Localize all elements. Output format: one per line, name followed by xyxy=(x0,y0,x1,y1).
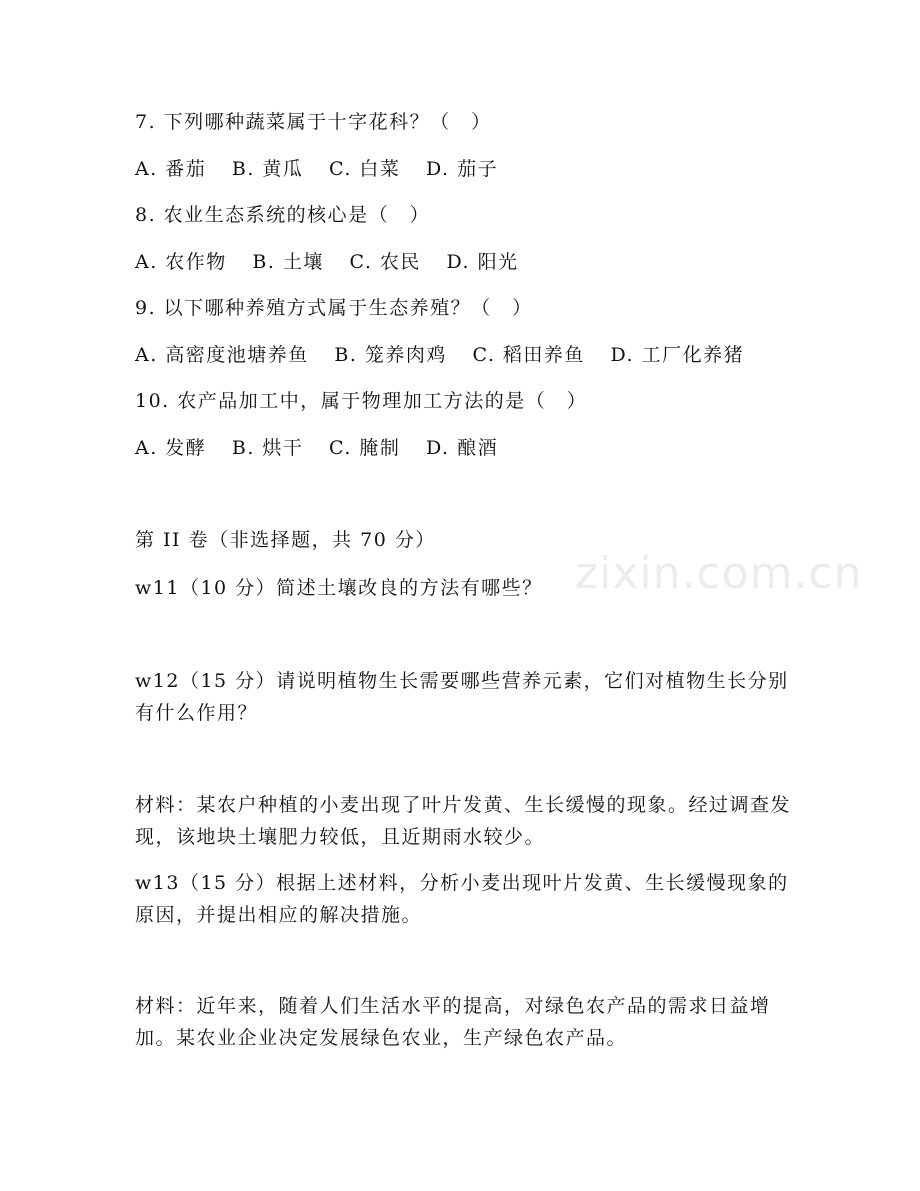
question-11: w11（10 分）简述土壤改良的方法有哪些？ xyxy=(135,577,543,599)
option-d: D. 茄子 xyxy=(425,158,499,180)
question-8-options xyxy=(135,250,537,274)
question-7-stem: 7. 下列哪种蔬菜属于十字花科？（ ） xyxy=(135,111,492,133)
option-d: D. 阳光 xyxy=(446,251,519,273)
option-d: D. 酿酒 xyxy=(425,437,499,459)
option-a: A. 番茄 xyxy=(135,158,207,180)
option-b: B. 烘干 xyxy=(231,437,304,459)
question-9-stem: 9. 以下哪种养殖方式属于生态养殖？（ ） xyxy=(135,297,533,319)
material-2: 材料：近年来，随着人们生活水平的提高，对绿色农产品的需求日益增加。某农业企业决定发展绿色农业，生产绿色农产品。 xyxy=(135,995,771,1049)
question-7-options xyxy=(135,157,516,181)
option-b: B. 土壤 xyxy=(252,251,324,273)
question-13: w13（15 分）根据上述材料，分析小麦出现叶片发黄、生长缓慢现象的原因，并提出相应的解决措施。 xyxy=(135,872,789,926)
option-a: A. 发酵 xyxy=(135,437,207,459)
option-c: C. 农民 xyxy=(349,251,421,273)
material-1: 材料：某农户种植的小麦出现了叶片发黄、生长缓慢的现象。经过调查发现，该地块土壤肥力较低，且近期雨水较少。 xyxy=(135,794,792,848)
option-a: A. 高密度池塘养鱼 xyxy=(135,344,309,366)
option-a: A. 农作物 xyxy=(135,251,227,273)
option-d: D. 工厂化养猪 xyxy=(610,344,745,366)
option-b: B. 黄瓜 xyxy=(231,158,304,180)
option-c: C. 腌制 xyxy=(328,437,401,459)
section-2-heading: 第 II 卷（非选择题，共 70 分） xyxy=(135,529,436,551)
question-10-stem: 10. 农产品加工中，属于物理加工方法的是（ ） xyxy=(135,390,588,412)
watermark: zixin.com.cn xyxy=(575,548,863,599)
option-c: C. 白菜 xyxy=(328,158,401,180)
question-10-options xyxy=(135,436,516,460)
option-c: C. 稻田养鱼 xyxy=(472,344,585,366)
question-8-stem: 8. 农业生态系统的核心是（ ） xyxy=(135,204,431,226)
option-b: B. 笼养肉鸡 xyxy=(334,344,447,366)
question-12: w12（15 分）请说明植物生长需要哪些营养元素，它们对植物生长分别有什么作用？ xyxy=(135,670,789,724)
question-9-options xyxy=(135,343,762,367)
